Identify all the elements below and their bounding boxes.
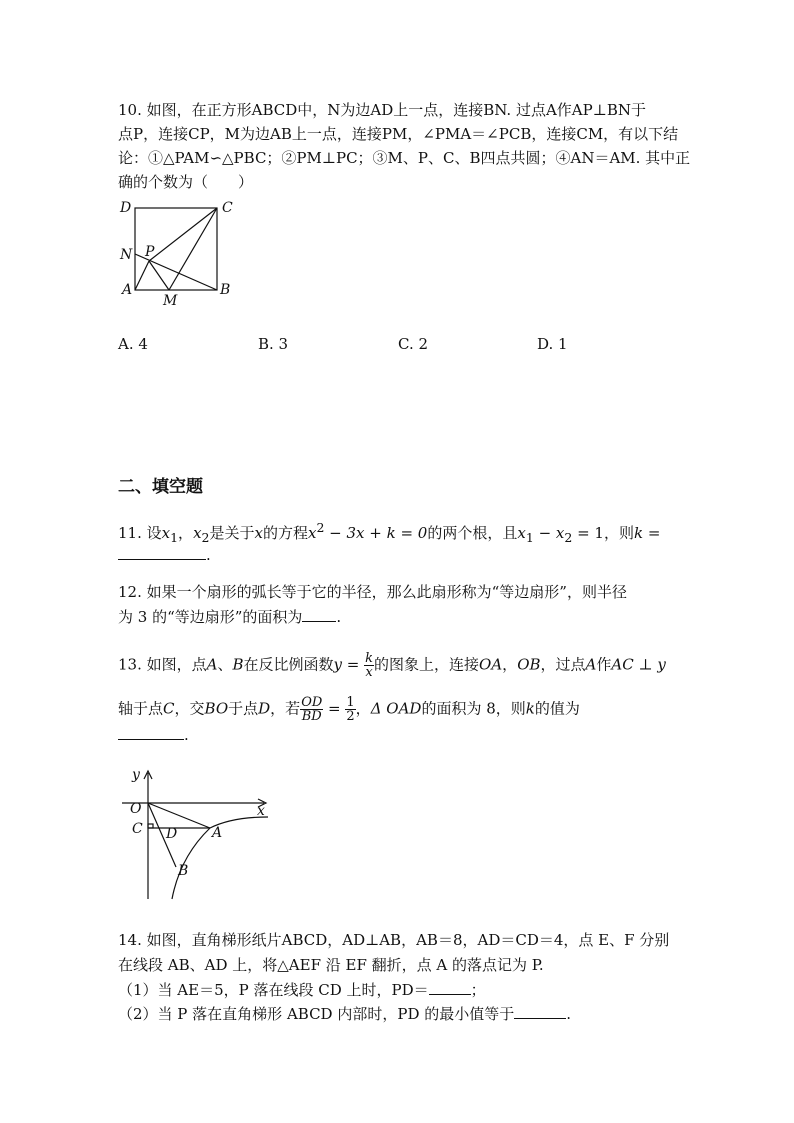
q12-text-line2: 为 3 的“等边扇形”的面积为 .: [118, 608, 342, 626]
q11-answer-line: .: [118, 544, 211, 565]
q13-label-c: C: [132, 821, 143, 837]
q10-option-d: D. 1: [537, 335, 568, 353]
q13-hyperbola-figure: [118, 765, 278, 905]
q10-label-b: B: [220, 282, 231, 298]
q13-label-o: O: [130, 801, 142, 817]
q10-text-line1: 10. 如图，在正方形ABCD中，N为边AD上一点，连接BN. 过点A作AP⊥BN于: [118, 101, 646, 119]
q13-axis-label-y: y: [132, 767, 140, 783]
q13-text-line1: 13. 如图，点A、B在反比例函数y = $\frac{k}{x}$ 的图象上，连接OA，OB，过点A作AC ⊥ y: [118, 651, 666, 680]
q10-label-a: A: [122, 282, 133, 298]
q14-answer-blank-1[interactable]: [429, 979, 471, 995]
q13-label-d: D: [166, 826, 178, 842]
q10-option-a: A. 4: [118, 335, 148, 353]
q13-answer-blank[interactable]: [118, 724, 184, 740]
q10-square-figure: [112, 196, 242, 308]
q10-text-line3: 论：①△PAM∽△PBC；②PM⊥PC；③M、P、C、B四点共圆；④AN＝AM. 其中正: [118, 149, 691, 167]
q11-answer-blank[interactable]: [118, 544, 206, 560]
q14-text-line1: 14. 如图，直角梯形纸片ABCD，AD⊥AB，AB＝8，AD＝CD＝4，点 E、F 分别: [118, 931, 670, 949]
q13-answer-line: .: [118, 724, 189, 745]
q13-text-line2: 轴于点C，交BO于点D，若 $\frac{OD}{BD}$ = $\frac{1}{2}$ ，Δ OAD的面积为 8，则k的值为: [118, 695, 580, 724]
q10-option-c: C. 2: [398, 335, 429, 353]
q10-option-b: B. 3: [258, 335, 289, 353]
q14-text-line3: （1）当 AE＝5，P 落在线段 CD 上时，PD＝ ；: [118, 981, 486, 999]
q14-text-line2: 在线段 AB、AD 上，将△AEF 沿 EF 翻折，点 A 的落点记为 P.: [118, 956, 544, 974]
q10-label-p: P: [145, 244, 155, 260]
q12-text-line1: 12. 如果一个扇形的弧长等于它的半径，那么此扇形称为“等边扇形”，则半径: [118, 583, 627, 601]
q10-text-line2: 点P，连接CP，M为边AB上一点，连接PM，∠PMA＝∠PCB，连接CM，有以下结: [118, 125, 679, 143]
q11-text-line1: 11. 设$x_1$，$x_2$是关于x的方程$x^2 - 3x + k = 0$的两个根，且$x_1 - x_2 = 1$，则k =: [118, 520, 661, 545]
q10-label-d: D: [120, 200, 132, 216]
q13-label-b: B: [178, 863, 189, 879]
q14-answer-blank-2[interactable]: [514, 1003, 566, 1019]
section-title: 二、填空题: [118, 477, 203, 497]
q10-label-m: M: [163, 293, 178, 309]
q10-label-c: C: [222, 200, 233, 216]
q10-label-n: N: [120, 247, 133, 263]
q12-answer-blank[interactable]: [302, 606, 336, 622]
q13-label-a: A: [212, 825, 223, 841]
q10-text-line4: 确的个数为（ ）: [118, 173, 254, 191]
q14-text-line4: （2）当 P 落在直角梯形 ABCD 内部时，PD 的最小值等于 .: [118, 1005, 572, 1023]
q13-axis-label-x: x: [257, 803, 265, 819]
